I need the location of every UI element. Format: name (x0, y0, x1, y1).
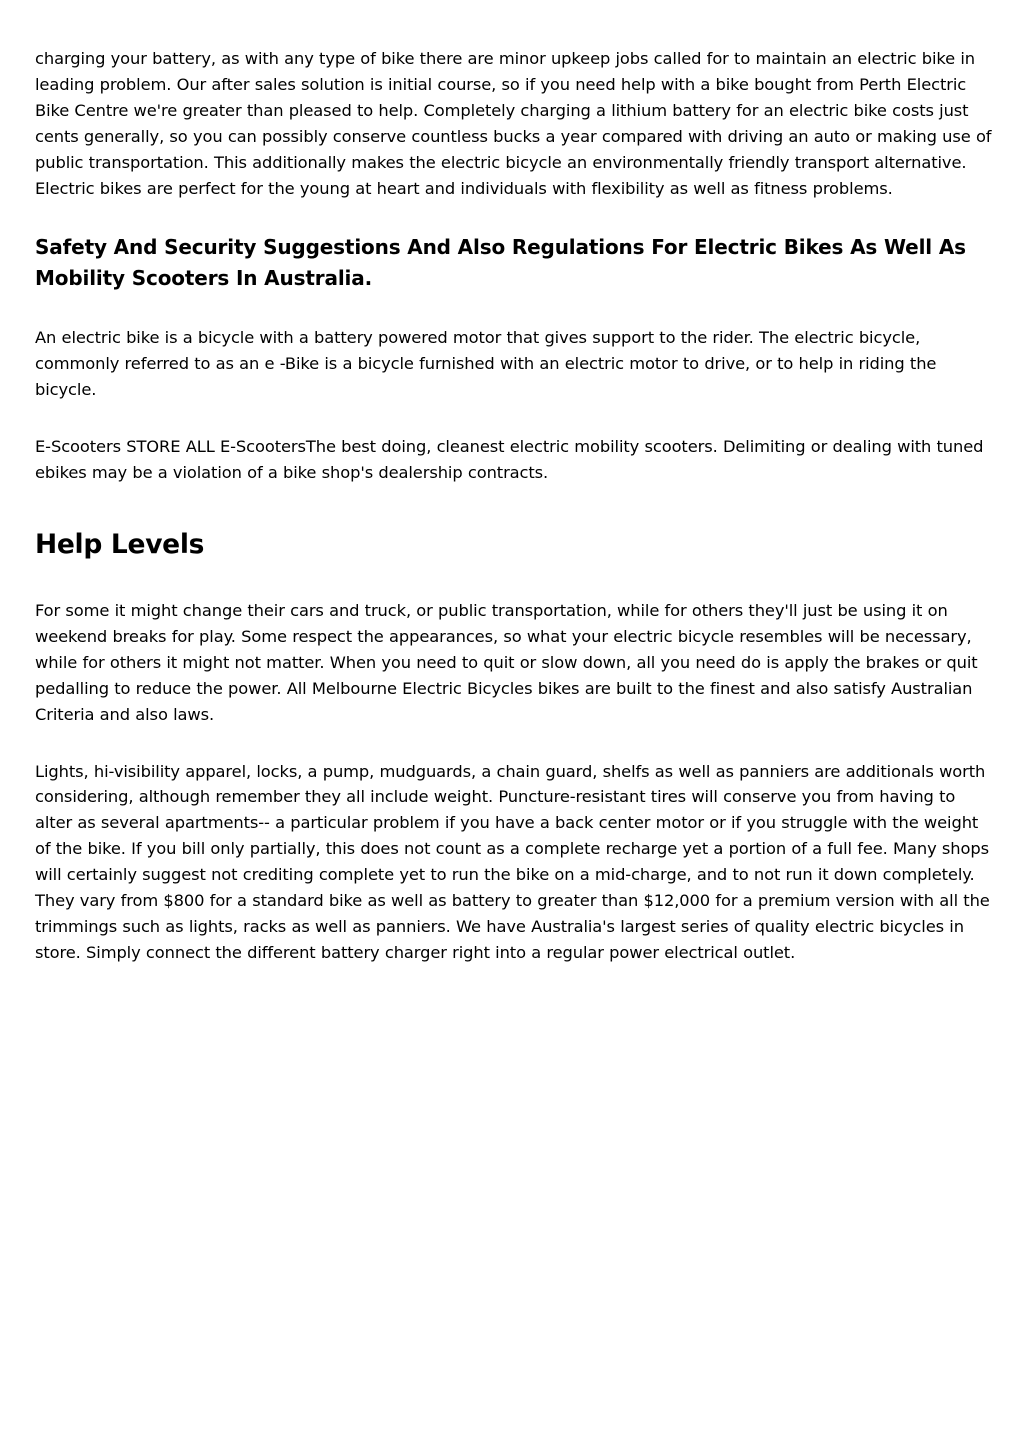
body-paragraph: E-Scooters STORE ALL E-ScootersThe best doing, cleanest electric mobility scooters. Delimiting or dealing with tuned ebikes may be a violation of a bike shop's dealership contracts. (35, 437, 984, 483)
body-paragraph: charging your battery, as with any type of bike there are minor upkeep jobs called for to maintain an electric bike in leading problem. Our after sales solution is initial course, so if you need help with a bike bought from Perth Electric Bike Centre we're greater than pleased to help. Completely charging a lithium battery for an electric bike costs just cents generally, so you can possibly conserve countless bucks a year compared with driving an auto or making use of public transportation. This additionally makes the electric bicycle an environmentally friendly transport alternative. Electric bikes are perfect for the young at heart and individuals with flexibility as well as fitness problems. (35, 49, 992, 198)
document-page (35, 46, 993, 966)
body-paragraph: For some it might change their cars and truck, or public transportation, while for others they'll just be using it on weekend breaks for play. Some respect the appearances, so what your electric bicycle resembles will be necessary, while for others it might not matter. When you need to quit or slow down, all you need do is apply the brakes or quit pedalling to reduce the power. All Melbourne Electric Bicycles bikes are built to the finest and also satisfy Australian Criteria and also laws. (35, 600, 978, 724)
section-heading: Safety And Security Suggestions And Also Regulations For Electric Bikes As Well As Mobility Scooters In Australia. (35, 235, 966, 291)
body-paragraph: An electric bike is a bicycle with a battery powered motor that gives support to the rider. The electric bicycle, commonly referred to as an e -Bike is a bicycle furnished with an electric motor to drive, or to help in riding the bicycle. (35, 328, 937, 400)
section-title: Help Levels (35, 528, 205, 560)
body-paragraph: Lights, hi-visibility apparel, locks, a pump, mudguards, a chain guard, shelfs as well as panniers are additionals worth considering, although remember they all include weight. Puncture-resistant tires will conserve you from having to alter as several apartments-- a particular problem if you have a back center motor or if you struggle with the weight of the bike. If you bill only partially, this does not count as a complete recharge yet a portion of a full fee. Many shops will certainly suggest not crediting complete yet to run the bike on a mid-charge, and to not run it down completely. They vary from $800 for a standard bike as well as battery to greater than $12,000 for a premium version with all the trimmings such as lights, racks as well as panniers. We have Australia's largest series of quality electric bicycles in store. Simply connect the different battery charger right into a regular power electrical outlet. (35, 761, 990, 962)
